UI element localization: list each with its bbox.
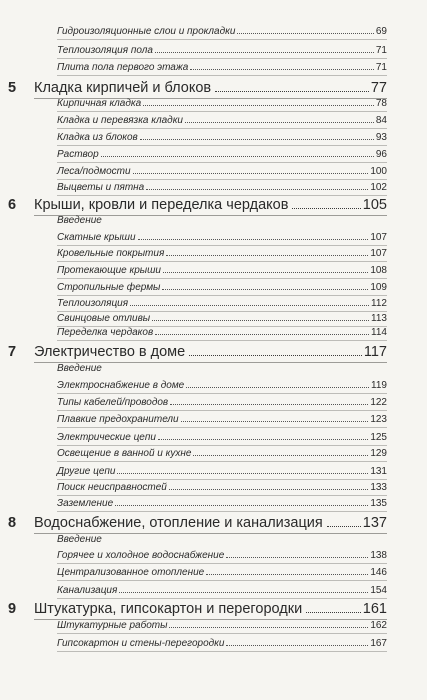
section-title: Централизованное отопление <box>57 567 205 578</box>
toc-section-entry[interactable] <box>57 566 387 579</box>
section-underline <box>57 495 387 496</box>
chapter-page-number: 105 <box>362 197 387 213</box>
section-page-number: 113 <box>371 313 387 324</box>
section-title: Кровельные покрытия <box>57 248 165 259</box>
section-underline <box>57 511 387 512</box>
dot-leader <box>306 612 361 613</box>
chapter-intro[interactable]: Введение <box>57 363 102 374</box>
section-underline <box>57 410 387 411</box>
section-title: Переделка чердаков <box>57 327 154 338</box>
dot-leader <box>292 208 360 209</box>
section-page-number: 93 <box>375 132 387 143</box>
section-page-number: 122 <box>370 397 387 408</box>
section-title: Свинцовые отливы <box>57 313 151 324</box>
section-title: Плита пола первого этажа <box>57 62 189 73</box>
chapter-number: 7 <box>8 344 17 360</box>
dot-leader <box>186 387 369 388</box>
section-underline <box>57 128 387 129</box>
section-title: Канализация <box>57 585 118 596</box>
toc-section-entry[interactable] <box>57 447 387 460</box>
dot-leader <box>327 526 361 527</box>
dot-leader <box>158 439 368 440</box>
section-title: Штукатурные работы <box>57 620 168 631</box>
section-underline <box>57 427 387 428</box>
dot-leader <box>133 173 369 174</box>
section-title: Электрические цепи <box>57 432 156 443</box>
chapter-number: 9 <box>8 601 17 617</box>
dot-leader <box>155 334 369 335</box>
chapter-page-number: 117 <box>363 344 387 360</box>
toc-section-entry[interactable] <box>57 396 387 409</box>
section-page-number: 138 <box>370 550 387 561</box>
toc-section-entry[interactable] <box>57 481 387 494</box>
toc-section-entry[interactable] <box>57 584 387 597</box>
section-underline <box>57 393 387 394</box>
chapter-title: Электричество в доме <box>34 344 186 360</box>
toc-section-entry[interactable] <box>57 264 387 277</box>
chapter-heading[interactable] <box>34 79 387 97</box>
section-underline <box>57 245 387 246</box>
section-title: Электроснабжение в доме <box>57 380 185 391</box>
section-underline <box>57 633 387 634</box>
dot-leader <box>119 592 368 593</box>
section-page-number: 125 <box>370 432 387 443</box>
section-page-number: 114 <box>371 327 387 338</box>
section-title: Другие цепи <box>57 466 116 477</box>
section-title: Горячее и холодное водоснабжение <box>57 550 225 561</box>
chapter-number: 8 <box>8 515 17 531</box>
chapter-title: Крыши, кровли и переделка чердаков <box>34 197 289 213</box>
toc-section-entry[interactable] <box>57 637 387 650</box>
section-underline <box>57 651 387 652</box>
section-underline <box>57 145 387 146</box>
dot-leader <box>170 404 368 405</box>
dot-leader <box>130 305 369 306</box>
dot-leader <box>115 505 368 506</box>
section-page-number: 71 <box>375 62 387 73</box>
dot-leader <box>140 139 374 140</box>
section-title: Стропильные фермы <box>57 282 161 293</box>
dot-leader <box>163 272 368 273</box>
chapter-number: 6 <box>8 197 17 213</box>
section-page-number: 133 <box>370 482 387 493</box>
section-underline <box>57 479 387 480</box>
toc-section-entry[interactable] <box>57 131 387 144</box>
section-title: Теплоизоляция <box>57 298 129 309</box>
section-underline <box>57 278 387 279</box>
dot-leader <box>193 455 368 456</box>
dot-leader <box>166 255 368 256</box>
dot-leader <box>169 489 368 490</box>
chapter-page-number: 77 <box>370 80 387 96</box>
section-title: Леса/подмости <box>57 166 131 177</box>
section-underline <box>57 39 387 40</box>
section-underline <box>57 445 387 446</box>
dot-leader <box>181 421 369 422</box>
chapter-page-number: 161 <box>362 601 387 617</box>
toc-section-entry[interactable] <box>57 148 387 161</box>
toc-section-entry[interactable] <box>57 165 387 178</box>
dot-leader <box>226 557 368 558</box>
dot-leader <box>206 574 368 575</box>
toc-section-entry[interactable] <box>57 549 387 562</box>
section-underline <box>57 58 387 59</box>
section-underline <box>57 111 387 112</box>
section-title: Поиск неисправностей <box>57 482 167 493</box>
section-page-number: 96 <box>375 149 387 160</box>
dot-leader <box>155 52 374 53</box>
section-underline <box>57 598 387 599</box>
section-page-number: 107 <box>370 248 387 259</box>
dot-leader <box>226 645 368 646</box>
toc-section-entry[interactable] <box>57 25 387 38</box>
toc-section-entry[interactable] <box>57 497 387 510</box>
dot-leader <box>190 69 374 70</box>
section-title: Теплоизоляция пола <box>57 45 153 56</box>
section-page-number: 109 <box>370 282 387 293</box>
section-page-number: 84 <box>375 115 387 126</box>
section-page-number: 123 <box>370 414 387 425</box>
toc-section-entry[interactable] <box>57 465 387 478</box>
section-page-number: 131 <box>370 466 387 477</box>
toc-section-entry[interactable] <box>57 61 387 74</box>
section-page-number: 100 <box>370 166 387 177</box>
dot-leader <box>101 156 374 157</box>
dot-leader <box>117 473 368 474</box>
section-page-number: 167 <box>370 638 387 649</box>
toc-section-entry[interactable] <box>57 281 387 294</box>
dot-leader <box>138 239 369 240</box>
dot-leader <box>162 289 368 290</box>
chapter-title: Штукатурка, гипсокартон и перегородки <box>34 601 303 617</box>
toc-section-entry[interactable] <box>57 312 387 325</box>
dot-leader <box>215 91 369 92</box>
section-title: Заземление <box>57 498 114 509</box>
section-title: Скатные крыши <box>57 232 136 243</box>
toc-section-entry[interactable] <box>57 297 387 310</box>
dot-leader <box>152 320 369 321</box>
section-page-number: 107 <box>370 232 387 243</box>
section-page-number: 112 <box>371 298 387 309</box>
chapter-number: 5 <box>8 80 17 96</box>
section-page-number: 119 <box>371 380 387 391</box>
section-title: Кладка из блоков <box>57 132 138 143</box>
chapter-heading[interactable] <box>34 600 387 618</box>
chapter-title: Водоснабжение, отопление и канализация <box>34 515 323 531</box>
section-title: Гидроизоляционные слои и прокладки <box>57 26 236 37</box>
dot-leader <box>189 355 362 356</box>
section-title: Раствор <box>57 149 99 160</box>
toc-section-entry[interactable] <box>57 431 387 444</box>
section-underline <box>57 75 387 76</box>
section-page-number: 102 <box>370 182 387 193</box>
section-underline <box>57 162 387 163</box>
section-page-number: 108 <box>370 265 387 276</box>
chapter-title: Кладка кирпичей и блоков <box>34 80 212 96</box>
toc-section-entry[interactable] <box>57 413 387 426</box>
toc-section-entry[interactable] <box>57 181 387 194</box>
section-title: Протекающие крыши <box>57 265 161 276</box>
section-title: Типы кабелей/проводов <box>57 397 169 408</box>
section-underline <box>57 580 387 581</box>
chapter-intro[interactable]: Введение <box>57 215 102 226</box>
section-page-number: 135 <box>370 498 387 509</box>
section-underline <box>57 340 387 341</box>
section-page-number: 146 <box>370 567 387 578</box>
section-underline <box>57 461 387 462</box>
section-page-number: 78 <box>375 98 387 109</box>
section-underline <box>57 295 387 296</box>
section-title: Плавкие предохранители <box>57 414 179 425</box>
dot-leader <box>237 33 373 34</box>
toc-section-entry[interactable] <box>57 247 387 260</box>
section-title: Выцветы и пятна <box>57 182 145 193</box>
section-title: Кладка и перевязка кладки <box>57 115 183 126</box>
chapter-heading[interactable] <box>34 343 387 361</box>
section-title: Освещение в ванной и кухне <box>57 448 192 459</box>
section-title: Гипсокартон и стены-перегородки <box>57 638 225 649</box>
dot-leader <box>146 189 368 190</box>
toc-section-entry[interactable] <box>57 379 387 392</box>
section-underline <box>57 563 387 564</box>
section-page-number: 154 <box>370 585 387 596</box>
toc-section-entry[interactable] <box>57 44 387 57</box>
toc-section-entry[interactable] <box>57 114 387 127</box>
chapter-heading[interactable] <box>34 514 387 532</box>
section-page-number: 129 <box>370 448 387 459</box>
toc-section-entry[interactable] <box>57 97 387 110</box>
section-page-number: 71 <box>375 45 387 56</box>
section-underline <box>57 179 387 180</box>
section-page-number: 69 <box>375 26 387 37</box>
chapter-intro[interactable]: Введение <box>57 534 102 545</box>
chapter-heading[interactable] <box>34 196 387 214</box>
toc-section-entry[interactable] <box>57 326 387 339</box>
section-title: Кирпичная кладка <box>57 98 142 109</box>
dot-leader <box>169 627 368 628</box>
toc-section-entry[interactable] <box>57 619 387 632</box>
chapter-page-number: 137 <box>362 515 387 531</box>
toc-section-entry[interactable] <box>57 231 387 244</box>
section-page-number: 162 <box>370 620 387 631</box>
section-underline <box>57 261 387 262</box>
dot-leader <box>185 122 374 123</box>
dot-leader <box>143 105 374 106</box>
